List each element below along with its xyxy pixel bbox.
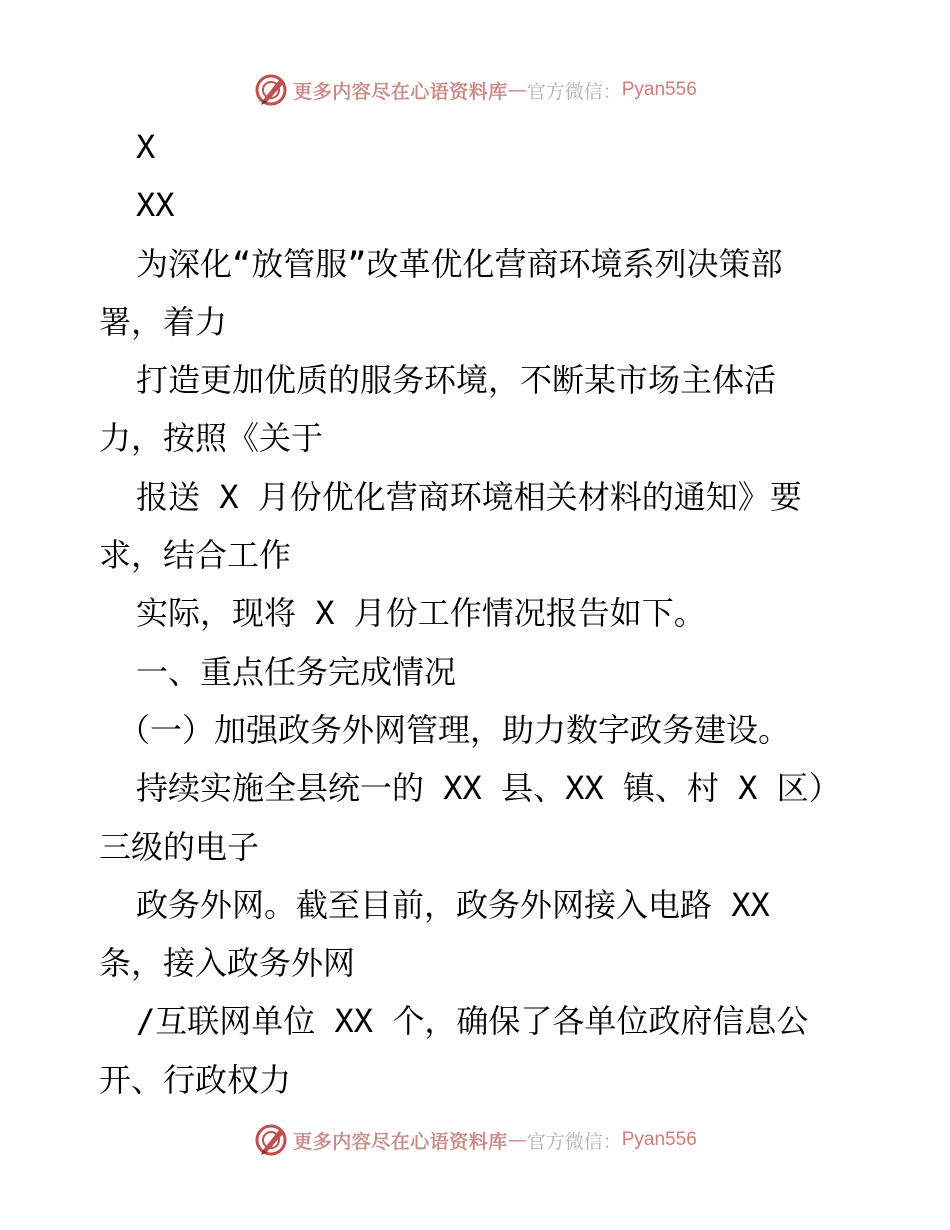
body-line: 开、行政权力: [99, 1061, 292, 1099]
subsection-heading: （一）加强政务外网管理，助力数字政务建设。: [118, 711, 791, 749]
body-line: 打造更加优质的服务环境，不断某市场主体活: [136, 361, 777, 399]
body-line: 三级的电子: [99, 828, 260, 866]
header-dash: —: [507, 79, 527, 101]
body-line: 实际，现将 X 月份工作情况报告如下。: [136, 594, 706, 632]
body-line: 政务外网。截至目前，政务外网接入电路 XX: [136, 886, 770, 924]
header-wechat-id: Pyan556: [621, 79, 697, 100]
footer-wechat-id: Pyan556: [621, 1129, 697, 1150]
body-line: X: [136, 128, 156, 166]
body-line: 报送 X 月份优化营商环境相关材料的通知》要: [136, 478, 802, 516]
body-line: 署，着力: [99, 303, 228, 341]
header-brand-text: 更多内容尽在心语资料库: [293, 80, 508, 103]
section-heading: 一、重点任务完成情况: [136, 653, 457, 691]
body-line: 为深化“放管服”改革优化营商环境系列决策部: [136, 245, 783, 283]
footer-brand-text: 更多内容尽在心语资料库: [293, 1130, 508, 1153]
body-line: 力，按照《关于: [99, 419, 324, 457]
body-line: 求，结合工作: [99, 536, 292, 574]
body-line: 条，接入政务外网: [99, 944, 356, 982]
body-line: /互联网单位 XX 个，确保了各单位政府信息公: [136, 1002, 809, 1040]
footer-wechat-label: 官方微信：: [526, 1130, 622, 1153]
pen-logo-icon: [253, 1122, 289, 1158]
body-line: XX: [136, 186, 175, 224]
body-line: 持续实施全县统一的 XX 县、XX 镇、村 X 区）: [136, 769, 841, 807]
header-wechat-label: 官方微信：: [526, 80, 622, 103]
header-banner: [0, 70, 950, 110]
footer-dash: —: [507, 1129, 527, 1151]
footer-banner: [0, 1120, 950, 1160]
pen-logo-icon: [253, 72, 289, 108]
